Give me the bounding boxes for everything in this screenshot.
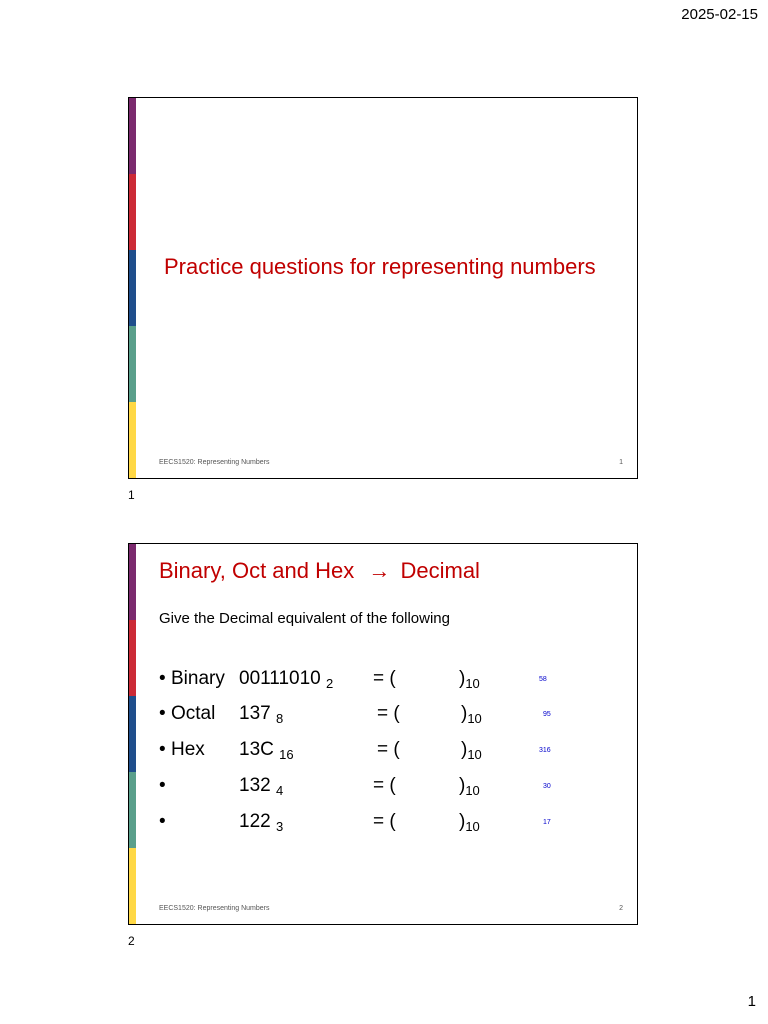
number-system-label: Hex [171,739,205,760]
slide-title: Practice questions for representing numbers [164,254,596,279]
result-base-subscript: 10 [465,819,480,834]
equals-open: = ( [373,775,396,796]
slide-footer: EECS1520: Representing Numbers [159,459,270,466]
number-value: 00111010 $_2$ [239,668,334,691]
slide-footer: EECS1520: Representing Numbers [159,905,270,912]
slide-label: 2 [128,934,135,948]
equals-open: = ( [373,811,396,832]
base-subscript: 3 [275,819,284,834]
number-value: 122 $_3$ [239,811,284,834]
bar-segment [129,544,136,620]
bar-segment [129,772,136,848]
number-value: 132 $_4$ [239,775,284,798]
slide-label: 1 [128,488,135,502]
slide-title [159,558,480,584]
answer: 316 [539,747,551,754]
base-subscript: 8 [275,711,284,726]
bullet: • [159,811,166,832]
answer: 95 [543,711,551,718]
slide-2 [128,543,638,925]
answer: 58 [539,676,547,683]
bullet: • [159,668,166,689]
title-start: Binary, Oct and Hex [159,558,355,583]
arrow-right-icon: → [368,558,391,583]
number-system-label: Octal [171,703,216,724]
equals-open: = ( [377,703,400,724]
bar-segment [129,174,136,250]
result-close: )$_{10}$ [461,703,482,726]
print-date: 2025-02-15 [681,6,758,23]
result-close: )$_{10}$ [459,775,480,798]
bar-segment [129,402,136,478]
question-row [159,739,629,769]
number-value: 137 $_8$ [239,703,284,726]
bar-segment [129,326,136,402]
answer: 30 [543,783,551,790]
bullet: • [159,775,166,796]
base-subscript: 2 [326,676,334,691]
result-close: )$_{10}$ [461,739,482,762]
slide-footer-number: 2 [619,905,623,912]
page-number: 1 [747,993,756,1010]
slide-subtitle: Give the Decimal equivalent of the following [159,610,450,627]
bullet: • [159,739,166,760]
base-subscript: 16 [279,747,294,762]
bar-segment [129,250,136,326]
slide-footer-number: 1 [619,459,623,466]
result-base-subscript: 10 [467,747,482,762]
color-bar [129,98,136,478]
question-row [159,668,629,698]
equals-open: = ( [373,668,396,689]
result-base-subscript: 10 [465,676,480,691]
title-end: Decimal [400,558,480,583]
number-system-label: Binary [171,668,225,689]
bar-segment [129,98,136,174]
result-base-subscript: 10 [467,711,482,726]
question-row [159,703,629,733]
bar-segment [129,848,136,924]
bullet: • [159,703,166,724]
bar-segment [129,696,136,772]
number-value: 13C $_{16}$ [239,739,294,762]
question-row [159,775,629,805]
slide-1 [128,97,638,479]
answer: 17 [543,819,551,826]
base-subscript: 4 [275,783,284,798]
bar-segment [129,620,136,696]
result-base-subscript: 10 [465,783,480,798]
result-close: )$_{10}$ [459,668,480,691]
result-close: )$_{10}$ [459,811,480,834]
equals-open: = ( [377,739,400,760]
color-bar [129,544,136,924]
question-row [159,811,629,841]
